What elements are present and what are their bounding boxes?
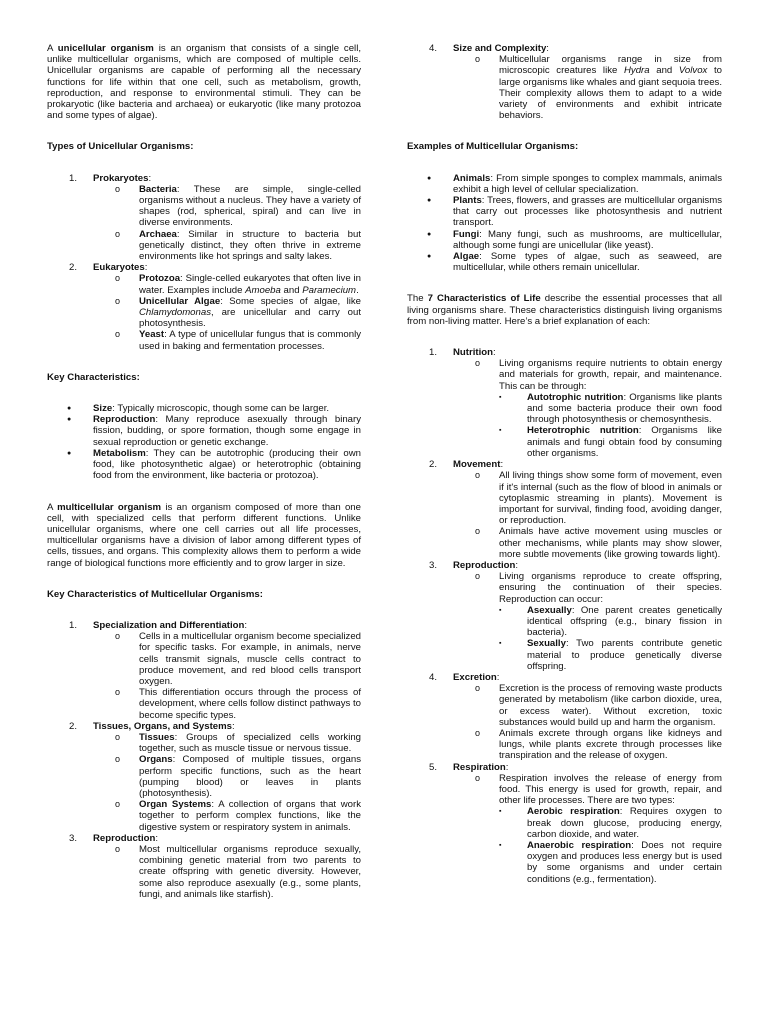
text: : Does not require oxygen and produces less energy but is used by some organisms and under certain conditions (e.g., fermentation). xyxy=(527,840,722,885)
text: and xyxy=(280,284,303,296)
sub-item-protozoa xyxy=(93,273,361,295)
list-item-prokaryotes xyxy=(47,173,361,263)
text: Animals excrete through organs like kidneys and lungs, while plants excrete through processes like transpiration and the release of oxygen. xyxy=(499,727,722,762)
term: Tissues xyxy=(139,731,175,743)
circle-bullet-icon: o xyxy=(115,687,121,698)
sub-item-bacteria xyxy=(93,184,361,229)
bullet-item-size xyxy=(47,403,361,414)
term: Organ Systems xyxy=(139,799,212,811)
sub-sub-list xyxy=(499,392,722,459)
item-number: 2. xyxy=(69,720,78,732)
term: Unicellular Algae xyxy=(139,295,221,307)
sub-item-yeast xyxy=(93,329,361,351)
text: is an organism composed of more than one cell, with specialized cells that perform different functions. Unlike unicellular organisms, where one cell carries out all life processes, multicellular organisms have a division of labor among different types of cells, tissues, and organs. This complexity allows them to perform a wide range of biological functions more efficiently and to grow larger in size. xyxy=(47,501,361,569)
sub-sub-item-aerobic xyxy=(499,806,722,840)
bullet-item-metabolism xyxy=(47,448,361,482)
text: : They can be autotrophic (producing their own food, like photosynthetic algae) or heterotrophic (obtaining food from the environment, like bacteria or protozoa). xyxy=(93,447,361,482)
sub-list xyxy=(93,273,361,351)
term: Yeast xyxy=(139,329,165,341)
sub-list xyxy=(93,844,361,900)
unicellular-intro-paragraph xyxy=(47,43,361,121)
sub-item-archaea xyxy=(93,229,361,263)
species-name: Volvox xyxy=(678,65,708,77)
square-bullet-icon: ▪ xyxy=(499,393,502,401)
sub-item xyxy=(453,571,722,672)
seven-characteristics-list xyxy=(407,347,722,885)
text: : xyxy=(496,671,500,683)
text: is an organism that consists of a single cell, unlike multicellular organisms, which are composed of multiple cells. Unicellular organisms are capable of performing all the necessary functions for life within that one cell, such as metabolism, growth, reproduction, and response to environmental stimuli. They can be prokaryotic (like bacteria and archaea) or eukaryotic (like many protozoa and some types of algae). xyxy=(47,43,361,122)
text: All living things show some form of movement, even if it's internal (such as the flow of blood in animals or cytoplasmic streaming in plants). Movement is important for survival, finding food, avoiding danger, or reproduction. xyxy=(499,470,722,527)
text: : Typically microscopic, though some can be larger. xyxy=(112,403,330,415)
term: Reproduction xyxy=(93,414,156,426)
term: Anaerobic respiration xyxy=(527,840,632,851)
text: : xyxy=(244,619,248,631)
term: Animals xyxy=(453,172,491,184)
list-item-movement xyxy=(407,459,722,560)
text: Respiration involves the release of energy from food. This energy is used for growth, repair, and other life processes. There are two types: xyxy=(499,772,722,807)
square-bullet-icon: ▪ xyxy=(499,842,502,849)
text: : Many reproduce asexually through binary fission, budding, or spore formation, though some engage in sexual reproduction or genetic exchange. xyxy=(93,414,361,448)
text: Animals have active movement using muscles or other mechanisms, while plants may show slower, more subtle movements (like growing towards light). xyxy=(499,526,722,560)
multicellular-characteristics-list xyxy=(47,620,361,900)
sub-list xyxy=(453,358,722,459)
circle-bullet-icon: o xyxy=(115,329,121,340)
term-multicellular-organism: multicellular organism xyxy=(57,501,162,513)
text: : A type of unicellular fungus that is commonly used in baking and fermentation processes. xyxy=(139,329,361,352)
text: : A collection of organs that work together to perform complex functions, like the digestive system or respiratory system in animals. xyxy=(139,799,361,833)
square-bullet-icon: ▪ xyxy=(499,427,502,435)
text: The xyxy=(407,293,428,305)
item-title: Prokaryotes xyxy=(93,172,149,184)
multicellular-intro-paragraph xyxy=(47,502,361,569)
sub-item-organs xyxy=(93,754,361,799)
types-list xyxy=(47,173,361,352)
term: Asexually xyxy=(527,604,572,616)
term: Archaea xyxy=(139,228,177,240)
item-title: Movement xyxy=(453,459,501,471)
sub-sub-list xyxy=(499,605,722,672)
text: : Organisms like animals and fungi obtain food by consuming other organisms. xyxy=(527,425,722,459)
circle-bullet-icon: o xyxy=(115,731,121,742)
sub-item xyxy=(453,54,722,121)
sub-item xyxy=(453,358,722,459)
list-item-tissues-organs-systems xyxy=(47,721,361,833)
bullet-item-reproduction xyxy=(47,414,361,448)
term: Sexually xyxy=(527,638,566,650)
term: Autotrophic nutrition xyxy=(527,391,624,403)
bullet-item-algae xyxy=(407,251,722,273)
sub-sub-item-autotrophic xyxy=(499,392,722,426)
text: : xyxy=(546,43,549,54)
sub-list xyxy=(93,732,361,833)
sub-list xyxy=(453,773,722,885)
right-column xyxy=(407,0,722,885)
bullet-item-plants xyxy=(407,195,722,229)
text: : Some types of algae, such as seaweed, are multicellular, while others remain unicellular. xyxy=(453,251,722,274)
text: and xyxy=(649,65,679,77)
term: Metabolism xyxy=(93,447,146,459)
sub-item xyxy=(453,683,722,728)
text: : One parent creates genetically identical offspring (e.g., binary fission in bacteria). xyxy=(527,604,722,639)
text: : Organisms like plants and some bacteria produce their own food through photosynthesis or chemosynthesis. xyxy=(527,391,722,426)
item-number: 5. xyxy=(429,761,438,773)
term: Heterotrophic nutrition xyxy=(527,425,639,437)
circle-bullet-icon: o xyxy=(475,727,481,738)
text: : Requires oxygen to break down glucose, producing energy, carbon dioxide, and water. xyxy=(527,806,723,840)
text: : xyxy=(515,559,519,571)
item-number: 4. xyxy=(429,671,438,683)
sub-list xyxy=(93,184,361,262)
term: Size xyxy=(93,403,113,415)
examples-list xyxy=(407,173,722,274)
list-item-nutrition xyxy=(407,347,722,459)
sub-item xyxy=(453,773,722,885)
term: Bacteria xyxy=(139,183,177,195)
text: : xyxy=(492,347,496,359)
item-title: Size and Complexity xyxy=(453,43,547,54)
species-name: Amoeba xyxy=(245,284,281,296)
text: : xyxy=(155,832,159,844)
sub-item xyxy=(93,631,361,687)
text: : Trees, flowers, and grasses are multicellular organisms that carry out processes like photosynthesis and nutrient transport. xyxy=(453,195,722,229)
text: : xyxy=(500,459,504,471)
circle-bullet-icon: o xyxy=(475,358,481,369)
text: : Composed of multiple tissues, organs perform specific functions, such as the heart (pumping blood) or leaves in plants (photosynthesis). xyxy=(139,754,361,799)
term-unicellular-organism: unicellular organism xyxy=(57,43,154,54)
circle-bullet-icon: o xyxy=(475,470,481,481)
term: Plants xyxy=(453,195,482,207)
key-characteristics-list xyxy=(47,403,361,481)
sub-sub-item-sexually xyxy=(499,638,722,672)
multicellular-characteristics-heading: Key Characteristics of Multicellular Organisms: xyxy=(47,588,263,600)
square-bullet-icon: ▪ xyxy=(499,808,502,816)
item-number: 1. xyxy=(429,347,438,359)
item-number: 1. xyxy=(69,619,78,631)
text: : Groups of specialized cells working together, such as muscle tissue or nervous tissue. xyxy=(139,731,361,755)
sub-item xyxy=(93,844,361,900)
term: Algae xyxy=(453,251,480,263)
text: : These are simple, single-celled organisms without a nucleus. They have a variety of shapes (rod, spherical, spiral) and can live in diverse environments. xyxy=(139,183,361,229)
item-title: Specialization and Differentiation xyxy=(93,619,245,631)
sub-list xyxy=(93,631,361,721)
sub-item-tissues xyxy=(93,732,361,754)
term: Aerobic respiration xyxy=(527,806,620,818)
circle-bullet-icon: o xyxy=(475,772,481,783)
text: Multicellular organisms range in size from microscopic creatures like xyxy=(499,54,722,77)
sub-item xyxy=(453,728,722,762)
bullet-item-animals xyxy=(407,173,722,195)
seven-characteristics-intro xyxy=(407,293,722,327)
sub-list xyxy=(453,470,722,560)
text: Living organisms reproduce to create offspring, ensuring the continuation of their species. Reproduction can occur: xyxy=(499,571,722,605)
circle-bullet-icon: o xyxy=(115,843,121,854)
circle-bullet-icon: o xyxy=(115,631,121,642)
species-name: Paramecium xyxy=(302,284,357,296)
sub-item xyxy=(93,687,361,721)
sub-item-organ-systems xyxy=(93,799,361,833)
text: Most multicellular organisms reproduce sexually, combining genetic material from two parents to create offspring with genetic diversity. However, some also reproduce asexually (e.g., some plants, fungi, and animals like starfish). xyxy=(139,843,361,900)
circle-bullet-icon: o xyxy=(475,571,481,582)
circle-bullet-icon: o xyxy=(115,228,121,239)
sub-list xyxy=(453,683,722,761)
item-number: 1. xyxy=(69,172,78,184)
text: : Some species of algae, like xyxy=(220,295,361,307)
key-characteristics-heading: Key Characteristics: xyxy=(47,371,140,383)
list-item-respiration xyxy=(407,762,722,885)
text: : Similar in structure to bacteria but genetically distinct, they often thrive in extreme environments like hot springs and salty lakes. xyxy=(139,228,361,263)
item-title: Reproduction xyxy=(453,559,516,571)
item-number: 3. xyxy=(69,832,78,844)
left-column xyxy=(47,0,361,900)
text: : xyxy=(505,761,509,773)
text: : xyxy=(232,720,235,732)
text: : Many fungi, such as mushrooms, are multicellular, although some fungi are unicellular (like yeast). xyxy=(453,228,722,251)
sub-item-unicellular-algae xyxy=(93,296,361,330)
sub-sub-item-anaerobic xyxy=(499,840,722,885)
text: : Two parents contribute genetic material to produce genetically diverse offspring. xyxy=(527,638,722,672)
circle-bullet-icon: o xyxy=(115,799,121,810)
list-item-eukaryotes xyxy=(47,262,361,352)
bullet-item-fungi xyxy=(407,229,722,251)
text: : From simple sponges to complex mammals, animals exhibit a high level of cellular specialization. xyxy=(453,172,722,195)
item-number: 3. xyxy=(429,559,438,571)
species-name: Chlamydomonas xyxy=(139,307,211,319)
size-complexity-list xyxy=(407,43,722,121)
text: : xyxy=(144,262,148,274)
sub-sub-item-asexually xyxy=(499,605,722,639)
item-title: Respiration xyxy=(453,761,506,773)
text: Excretion is the process of removing waste products generated by metabolism (like carbon dioxide, urea, or excess water). Without excretion, toxic substances would build up and harm the organism. xyxy=(499,683,722,728)
square-bullet-icon: ▪ xyxy=(499,640,502,648)
text: , are unicellular and carry out photosynthesis. xyxy=(139,307,361,330)
text: : Single-celled eukaryotes that often live in water. Examples include xyxy=(139,273,361,296)
text: to large organisms like whales and giant sequoia trees. Their complexity allows them to adapt to a wide variety of environments and exhibit intricate behaviors. xyxy=(499,65,722,122)
list-item-specialization xyxy=(47,620,361,721)
item-title: Excretion xyxy=(453,671,497,683)
term: Organs xyxy=(139,754,173,766)
term-7-characteristics: 7 Characteristics of Life xyxy=(427,293,541,305)
item-title: Tissues, Organs, and Systems xyxy=(93,720,232,732)
circle-bullet-icon: o xyxy=(115,295,121,306)
sub-sub-list xyxy=(499,806,722,884)
species-name: Hydra xyxy=(623,65,650,77)
circle-bullet-icon: o xyxy=(475,683,481,694)
sub-sub-item-heterotrophic xyxy=(499,425,722,459)
text: . xyxy=(356,284,359,296)
sub-item xyxy=(453,470,722,526)
item-number: 2. xyxy=(429,459,438,471)
item-number: 4. xyxy=(429,43,438,54)
text: Living organisms require nutrients to obtain energy and materials for growth, repair, and maintenance. This can be through: xyxy=(499,358,722,392)
text: Cells in a multicellular organism become specialized for specific tasks. For example, in animals, nerve cells transmit signals, muscle cells contract to produce movement, and red blood cells transport oxygen. xyxy=(139,631,361,687)
sub-item xyxy=(453,526,722,560)
term: Protozoa xyxy=(139,273,181,285)
text: A xyxy=(47,501,58,513)
circle-bullet-icon: o xyxy=(115,183,121,194)
text: A xyxy=(47,43,58,54)
circle-bullet-icon: o xyxy=(475,54,481,65)
list-item-size-complexity xyxy=(407,43,722,121)
list-item-excretion xyxy=(407,672,722,762)
item-number: 2. xyxy=(69,262,78,274)
text: describe the essential processes that all living organisms share. These characteristics distinguish living organisms from non-living matter. Here’s a brief explanation of each: xyxy=(407,293,722,327)
term: Fungi xyxy=(453,228,480,240)
circle-bullet-icon: o xyxy=(115,754,121,765)
circle-bullet-icon: o xyxy=(115,273,121,284)
circle-bullet-icon: o xyxy=(475,526,481,537)
text: : xyxy=(148,172,152,184)
examples-heading: Examples of Multicellular Organisms: xyxy=(407,141,579,153)
sub-list xyxy=(453,54,722,121)
list-item-reproduction xyxy=(47,833,361,900)
sub-list xyxy=(453,571,722,672)
item-title: Reproduction xyxy=(93,832,156,844)
item-title: Nutrition xyxy=(453,347,493,359)
item-title: Eukaryotes xyxy=(93,262,145,274)
text: This differentiation occurs through the process of development, where cells follow distinct pathways to become specific types. xyxy=(139,687,361,721)
list-item-reproduction xyxy=(407,560,722,672)
square-bullet-icon: ▪ xyxy=(499,606,502,614)
types-heading: Types of Unicellular Organisms: xyxy=(47,141,194,153)
